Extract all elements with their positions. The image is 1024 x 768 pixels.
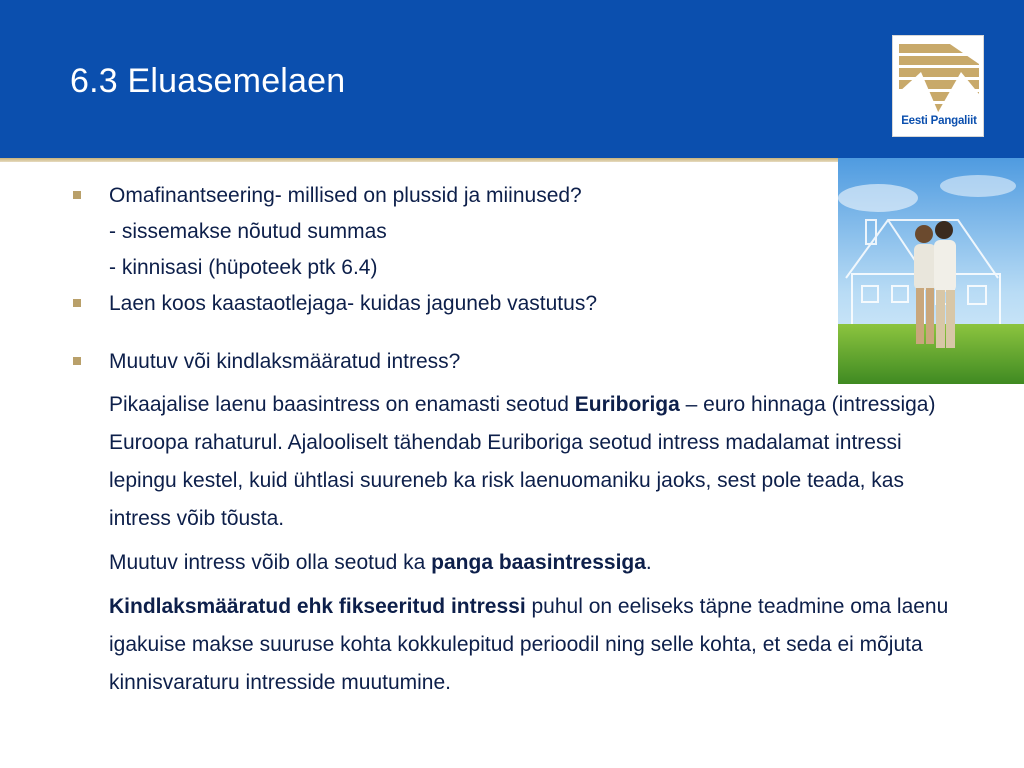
paragraph-bold: Euriboriga <box>574 393 680 416</box>
square-bullet-icon <box>73 357 81 365</box>
paragraph-euribor <box>70 386 950 538</box>
paragraph-text: puhul on eeliseks täpne teadmine oma laenu igakuise makse suuruse kohta kokkulepitud perioodil ning selle kohta, et seda ei mõjuta kinnisvaraturu intresside muutumine. <box>109 595 949 694</box>
logo-label: Eesti Pangaliit <box>901 115 977 127</box>
slide-title: 6.3 Eluasemelaen <box>70 62 346 100</box>
bullet-item <box>70 344 950 380</box>
eesti-pangaliit-logo <box>892 35 984 137</box>
bullet-item <box>70 286 950 322</box>
paragraph-fixed-rate <box>70 588 950 702</box>
bullet-text: Laen koos kaastaotlejaga- kuidas jaguneb vastutus? <box>109 292 598 315</box>
paragraph-text: . <box>645 551 652 574</box>
bullet-item <box>70 178 950 214</box>
header-divider <box>0 158 840 162</box>
paragraph-bold: panga baasintressiga <box>431 551 646 574</box>
square-bullet-icon <box>73 191 81 199</box>
paragraph-text: Pikaajalise laenu baasintress on enamasti seotud <box>109 393 575 416</box>
square-bullet-icon <box>73 299 81 307</box>
paragraph-bold: Kindlaksmääratud ehk fikseeritud intressi <box>109 595 526 618</box>
paragraph-text: Muutuv intress võib olla seotud ka <box>109 551 432 574</box>
bullet-text: Muutuv või kindlaksmääratud intress? <box>109 350 461 373</box>
sub-line: - kinnisasi (hüpoteek ptk 6.4) <box>109 256 378 279</box>
slide-content <box>70 178 950 702</box>
sub-line: - sissemakse nõutud summas <box>109 220 387 243</box>
bullet-text: Omafinantseering- millised on plussid ja miinused? <box>109 184 582 207</box>
pangaliit-emblem-icon <box>899 42 979 114</box>
paragraph-bank-rate <box>70 544 950 582</box>
paragraph-text: – euro hinnaga (intressiga) Euroopa rahaturul. Ajalooliselt tähendab Euriboriga seotud intress madalamat intressi lepingu kestel, kuid ühtlasi suureneb ka risk laenuomaniku jaoks, sest pole teada, kas intress võib tõusta. <box>109 393 936 530</box>
